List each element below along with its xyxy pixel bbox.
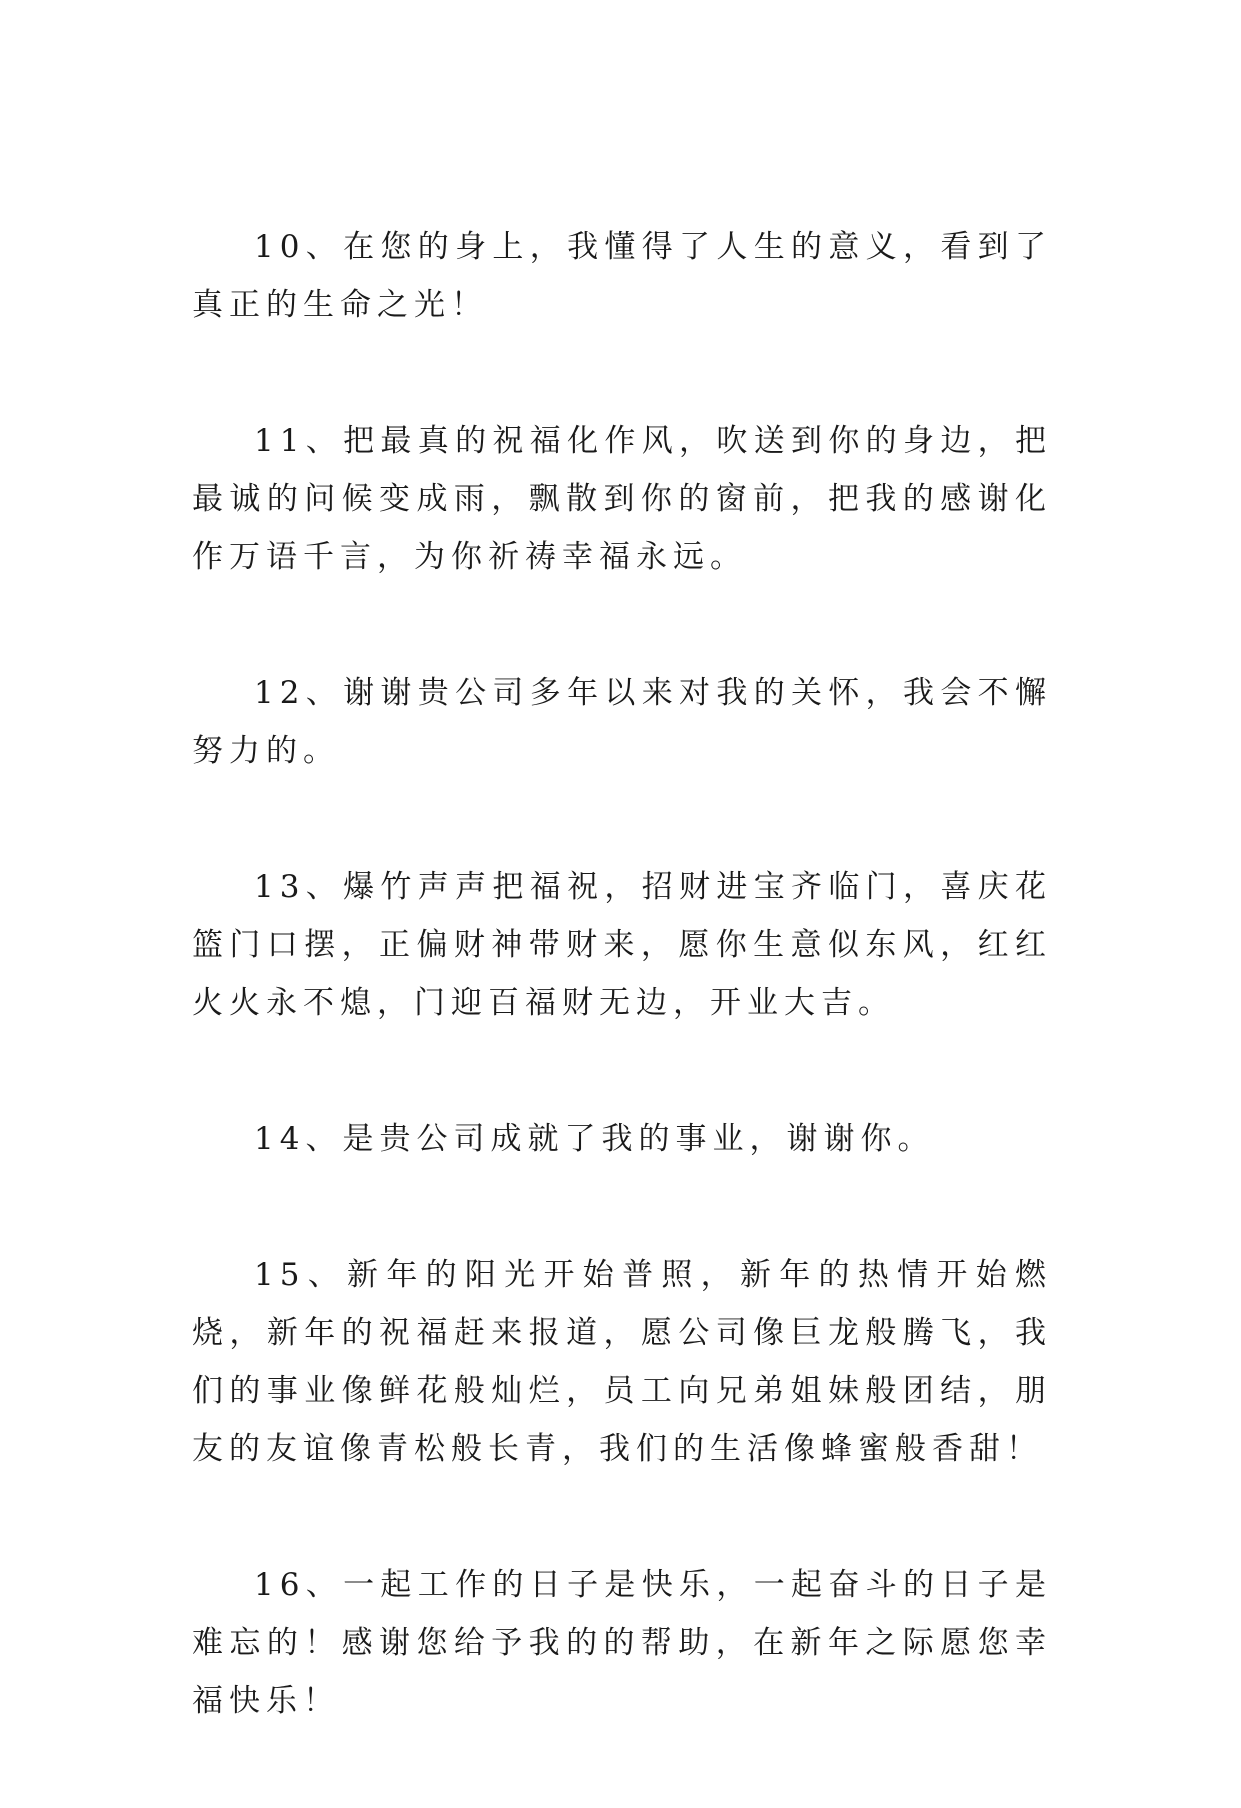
document-body (192, 218, 1052, 1808)
paragraph-13: 13、爆竹声声把福祝，招财进宝齐临门，喜庆花篮门口摆，正偏财神带财来，愿你生意似东风，红红火火永不熄，门迎百福财无边，开业大吉。 (192, 869, 1052, 1021)
paragraph-16: 16、一起工作的日子是快乐，一起奋斗的日子是难忘的！感谢您给予我的的帮助，在新年之际愿您幸福快乐！ (192, 1567, 1052, 1719)
paragraph-10: 10、在您的身上，我懂得了人生的意义，看到了真正的生命之光！ (192, 229, 1052, 323)
paragraph-12: 12、谢谢贵公司多年以来对我的关怀，我会不懈努力的。 (192, 675, 1052, 769)
paragraph-14: 14、是贵公司成就了我的事业，谢谢你。 (254, 1121, 935, 1157)
paragraph-11: 11、把最真的祝福化作风，吹送到你的身边，把最诚的问候变成雨，飘散到你的窗前，把我的感谢化作万语千言，为你祈祷幸福永远。 (192, 423, 1052, 575)
paragraph-15: 15、新年的阳光开始普照，新年的热情开始燃烧，新年的祝福赶来报道，愿公司像巨龙般腾飞，我们的事业像鲜花般灿烂，员工向兄弟姐妹般团结，朋友的友谊像青松般长青，我们的生活像蜂蜜般香甜！ (192, 1257, 1052, 1467)
